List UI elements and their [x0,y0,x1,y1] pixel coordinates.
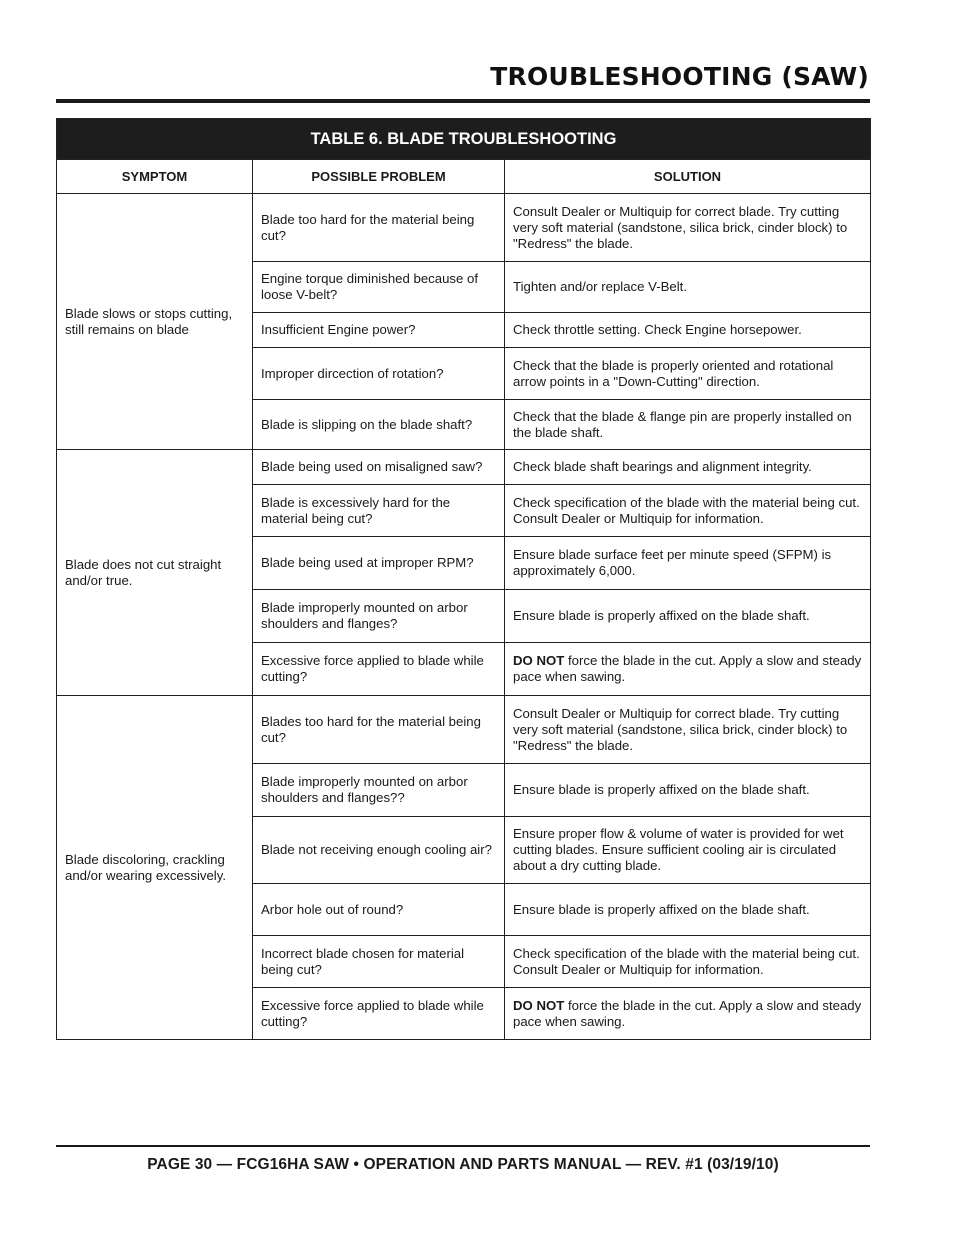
solution-text: Ensure blade is properly affixed on the blade shaft. [513,901,810,917]
problem-cell: Engine torque diminished because of loose V-belt? [253,262,505,313]
title-rule [56,99,870,103]
problem-cell: Blade not receiving enough cooling air? [253,817,505,884]
solution-cell [505,817,871,884]
problem-cell: Incorrect blade chosen for material being cut? [253,936,505,988]
solution-text: Consult Dealer or Multiquip for correct blade. Try cutting very soft material (sandstone, silica brick, cinder block) to "Redress" the blade. [513,203,848,251]
solution-text: Ensure blade is properly affixed on the blade shaft. [513,608,810,623]
solution-cell [505,936,871,988]
solution-text: Check throttle setting. Check Engine horsepower. [513,322,802,337]
table-row [57,194,871,262]
solution-emphasis: DO NOT [513,997,565,1013]
solution-text: Ensure blade is properly affixed on the blade shaft. [513,782,810,797]
problem-cell: Blade being used on misaligned saw? [253,450,505,485]
problem-cell: Blade improperly mounted on arbor shoulders and flanges?? [253,764,505,817]
problem-cell: Arbor hole out of round? [253,884,505,936]
solution-cell [505,485,871,537]
solution-cell [505,194,871,262]
solution-text: Check specification of the blade with the material being cut. Consult Dealer or Multiquip for information. [513,494,860,526]
problem-cell: Blade being used at improper RPM? [253,537,505,590]
problem-cell: Blades too hard for the material being cut? [253,696,505,764]
header-possible-problem: POSSIBLE PROBLEM [253,160,505,194]
solution-cell [505,348,871,400]
solution-text: Check that the blade is properly oriented and rotational arrow points in a "Down-Cutting" direction. [513,357,834,389]
problem-cell: Improper dircection of rotation? [253,348,505,400]
solution-cell [505,400,871,450]
problem-cell: Blade is slipping on the blade shaft? [253,400,505,450]
solution-cell [505,643,871,696]
header-symptom: SYMPTOM [57,160,253,194]
page-title: TROUBLESHOOTING (SAW) [490,62,869,91]
footer-rule [56,1145,870,1147]
solution-text: Tighten and/or replace V-Belt. [513,279,687,294]
problem-cell: Excessive force applied to blade while cutting? [253,988,505,1040]
solution-text: Check that the blade & flange pin are properly installed on the blade shaft. [513,408,852,440]
solution-cell [505,764,871,817]
table-title: TABLE 6. BLADE TROUBLESHOOTING [57,119,871,160]
header-solution: SOLUTION [505,160,871,194]
solution-cell [505,590,871,643]
table-row [57,450,871,485]
solution-text: Check specification of the blade with the material being cut. Consult Dealer or Multiquip for information. [513,945,860,977]
solution-text: Consult Dealer or Multiquip for correct blade. Try cutting very soft material (sandstone, silica brick, cinder block) to "Redress" the blade. [513,705,848,753]
solution-text: Ensure blade surface feet per minute speed (SFPM) is approximately 6,000. [513,547,832,578]
blade-troubleshooting-table [56,118,871,1040]
page-footer: PAGE 30 — FCG16HA SAW • OPERATION AND PARTS MANUAL — REV. #1 (03/19/10) [147,1156,779,1173]
solution-cell [505,537,871,590]
problem-cell: Insufficient Engine power? [253,313,505,348]
solution-cell [505,262,871,313]
solution-text: Ensure proper flow & volume of water is provided for wet cutting blades. Ensure sufficient cooling air is circulated about a dry cutting blade. [513,826,844,873]
solution-cell [505,696,871,764]
solution-text: force the blade in the cut. Apply a slow and steady pace when sawing. [513,997,862,1029]
solution-cell [505,884,871,936]
solution-cell [505,313,871,348]
problem-cell: Blade too hard for the material being cut? [253,194,505,262]
solution-cell [505,988,871,1040]
solution-text: Check blade shaft bearings and alignment integrity. [513,459,812,474]
problem-cell: Blade improperly mounted on arbor shoulders and flanges? [253,590,505,643]
solution-emphasis: DO NOT [513,653,565,668]
symptom-cell: Blade does not cut straight and/or true. [57,450,253,696]
problem-cell: Excessive force applied to blade while cutting? [253,643,505,696]
solution-cell [505,450,871,485]
table-row [57,696,871,764]
solution-text: force the blade in the cut. Apply a slow and steady pace when sawing. [513,653,862,684]
symptom-cell: Blade discoloring, crackling and/or wearing excessively. [57,696,253,1040]
problem-cell: Blade is excessively hard for the material being cut? [253,485,505,537]
symptom-cell: Blade slows or stops cutting, still remains on blade [57,194,253,450]
